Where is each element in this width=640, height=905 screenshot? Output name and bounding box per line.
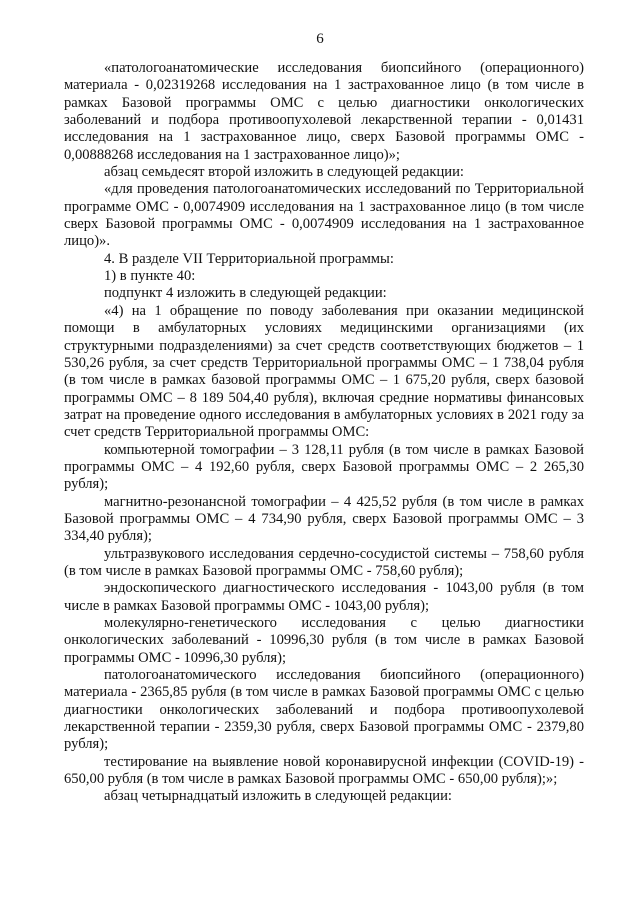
- paragraph-8: компьютерной томографии – 3 128,11 рубля (в том числе в рамках Базовой программы ОМС – 4 192,60 рубля, сверх Базовой программы ОМС – 2 265,30 рубля);: [64, 441, 584, 493]
- paragraph-12: молекулярно-генетического исследования с целью диагностики онкологических заболеваний - 10996,30 рубля (в том числе в рамках Базовой программы ОМС - 10996,30 рубля);: [64, 615, 584, 666]
- paragraph-14: тестирование на выявление новой коронавирусной инфекции (COVID-19) - 650,00 рубля (в том числе в рамках Базовой программы ОМС - 650,00 рубля);»;: [64, 753, 584, 788]
- paragraph-9: магнитно-резонансной томографии – 4 425,52 рубля (в том числе в рамках Базовой программы ОМС – 4 734,90 рубля, сверх Базовой программы ОМС – 3 334,40 рубля);: [64, 493, 584, 545]
- paragraph-4: 4. В разделе VII Территориальной программы:: [104, 250, 394, 267]
- paragraph-13: патологоанатомического исследования биопсийного (операционного) материала - 2365,85 рубля (в том числе в рамках Базовой программы ОМС с целью диагностики онкологических заболеваний и подбора противоопухолевой лекарственной терапии - 2359,30 рубля, сверх Базовой программы ОМС - 2379,80 рубля);: [64, 667, 584, 753]
- paragraph-6: подпункт 4 изложить в следующей редакции:: [104, 285, 387, 302]
- paragraph-15: абзац четырнадцатый изложить в следующей редакции:: [104, 788, 452, 805]
- paragraph-2: абзац семьдесят второй изложить в следующей редакции:: [104, 164, 464, 181]
- document-body: [64, 60, 584, 806]
- paragraph-1: «патологоанатомические исследования биопсийного (операционного) материала - 0,02319268 исследования на 1 застрахованное лицо (в том числе в рамках Базовой программы ОМС с целью диагностики онкологических заболеваний и подбора противоопухолевой лекарственной терапии - 0,01431 исследования на 1 застрахованное лицо, сверх Базовой программы ОМС - 0,00888268 исследования на 1 застрахованное лицо)»;: [64, 60, 584, 163]
- paragraph-10: ультразвукового исследования сердечно-сосудистой системы – 758,60 рубля (в том числе в рамках Базовой программы ОМС - 758,60 рубля);: [64, 545, 584, 579]
- paragraph-3: «для проведения патологоанатомических исследований по Территориальной программе ОМС - 0,0074909 исследования на 1 застрахованное лицо (в том числе сверх Базовой программы ОМС - 0,0074909 исследования на 1 застрахованное лицо)».: [64, 181, 584, 250]
- paragraph-11: эндоскопического диагностического исследования - 1043,00 рубля (в том числе в рамках Базовой программы ОМС - 1043,00 рубля);: [64, 580, 584, 614]
- page-number: 6: [316, 31, 324, 47]
- paragraph-5: 1) в пункте 40:: [104, 268, 196, 285]
- paragraph-7: «4) на 1 обращение по поводу заболевания при оказании медицинской помощи в амбулаторных условиях медицинскими организациями (их структурными подразделениями) за счет средств соответствующих бюджетов – 1 530,26 рубля, за счет средств Территориальной программы ОМС – 1 738,04 рубля (в том числе в рамках базовой программы ОМС – 1 675,20 рубля, сверх базовой программы ОМС – 8 189 504,40 рубля), включая средние нормативы финансовых затрат на проведение одного исследования в амбулаторных условиях в 2021 году за счет средств Территориальной программы ОМС:: [64, 302, 584, 441]
